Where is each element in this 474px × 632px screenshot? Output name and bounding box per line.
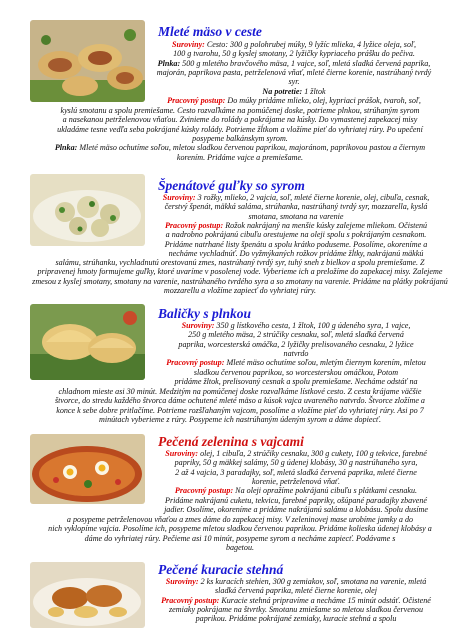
recipe-text-bottom (30, 106, 450, 162)
text-line: korenie, petrželenová vňať. (251, 477, 341, 487)
recipe-1 (30, 20, 450, 168)
text-line: syr. (288, 77, 300, 87)
recipe-title: Baličky s plnkou (158, 306, 252, 321)
text-line: konce k sebe dobre pritlačíme. Potrieme rozšľahaným vajcom, posolíme a vložíme pieť do vyhriatej rúry. Asi po 7 (56, 405, 424, 415)
text-line: minútach vyberieme z rúry. Posypeme ich nastrúhaným údeným syrom a dáme dopiecť. (98, 415, 382, 425)
text-line: kyslú smotanu a spolu premiešame. Cesto rozvaľkáme na pomúčenej doske, potrieme plnkou, strúhaným syrom (60, 106, 420, 115)
recipe-text-bottom (30, 387, 450, 424)
recipe-title: Špenátové guľky so syrom (158, 178, 305, 193)
meat-rolls-photo (30, 20, 145, 102)
recipe-text-top (142, 577, 450, 624)
text-line: Suroviny: olej, 1 cibuľa, 2 strúčiky cesnaku, 300 g cukety, 100 g tekvice, farebné (165, 449, 427, 458)
text-line: Plnka: 500 g mletého bravčového mäsa, 1 vajce, soľ, mletá sladká červená paprika, (157, 58, 431, 68)
text-line: ukladáme tesne vedľa seba pokrájané kúsky rolády. Potrieme žĺtkom a vložíme pieť do vyhriatej rúry. Po upečení (57, 124, 423, 134)
text-line: pripravenej hmoty formujeme guľky, ktoré uvaríme v posolenej vode. Vyberieme ich a preložíme do zapekacej misy. Zalejeme (37, 267, 443, 277)
recipe-text-top (138, 40, 450, 105)
text-line: jadier. Osolíme, okoreníme a pridáme nakrájanú salámu a klobásu. Spolu dusíme (164, 505, 428, 515)
recipe-4 (30, 434, 450, 556)
text-line: chladnom mieste asi 30 minút. Medzitým na pomúčenej doske rozvaľkáme lístkové cesto. Z cesta krájame väčšie (58, 387, 422, 396)
text-line: necháme vychladnúť. Do vyžmýkaných rožkov pridáme žĺtky, nakrájanú mäkkú (168, 249, 424, 259)
text-line: smotana, smotana na varenie (248, 211, 344, 221)
text-line: 100 g tvarohu, 50 g kyslej smotany, 2 lyžičky kypriaceho prášku do pečiva. (173, 49, 415, 59)
baked-vegetables-photo (30, 434, 145, 504)
text-line: korením. Pridáme vajce a premiešame. (176, 152, 304, 162)
text-line: Pracovný postup: Kuracie stehná pripravíme a necháme 15 minút odstáť. Očistené (161, 595, 431, 605)
text-line: papriky, 50 g mäkkej salámy, 50 g údenej klobásy, 30 g nastrúhaného syra, (174, 458, 418, 468)
text-line: a nadrobno pokrájanú cibuľu orestujeme na oleji spolu s pokrájaným cesnakom. (165, 230, 427, 240)
recipe-text-top (142, 449, 450, 514)
text-line: sladká červená paprika, mleté čierne korenie, olej (215, 586, 377, 596)
text-line: Pracovný postup: Na oleji opražíme pokrájanú cibuľu s plátkami cesnaku. (174, 486, 418, 496)
stuffed-pastry-photo (30, 304, 145, 380)
recipe-text-bottom (30, 515, 450, 552)
text-line: 250 g mletého mäsa, 2 strúčiky cesnaku, soľ, mletá sladká červená (188, 330, 404, 340)
text-line: Pracovný postup: Do múky pridáme mlieko, olej, kypriaci prášok, tvaroh, soľ, (167, 96, 421, 106)
text-line: Suroviny: 3 rožky, mlieko, 2 vajcia, soľ, mleté čierne korenie, olej, cibuľa, cesnak, (162, 193, 430, 202)
text-line: paprika, worcesterská omáčka, 2 lyžičky prelisovaného cesnaku, 2 lyžice (178, 339, 414, 349)
text-line: Pridáme nakrájanú cuketu, tekvicu, farebné papriky, ošúpané paradajky zbavené (165, 495, 427, 505)
text-line: paprikou. Pridáme pokrájané zemiaky, kuracie stehná a spolu (195, 614, 397, 624)
text-line: posypeme balkánskym syrom. (192, 134, 288, 144)
recipe-title: Mleté mäso v ceste (158, 24, 262, 39)
text-line: bagetou. (225, 543, 255, 553)
text-line: 2 až 4 vajcia, 3 paradajky, soľ, mletá sladká červená paprika, mleté čierne (175, 467, 417, 477)
text-line: pridáme žltok, prelisovaný cesnak a spolu premiešame. Necháme odstáť na (174, 377, 418, 387)
text-line: Plnka: Mleté mäso ochutíme soľou, mletou sladkou červenou paprikou, majoránom, paprikovou pastou a čiernym (54, 143, 426, 153)
text-line: čerstvý špenát, mäkká saláma, strúhanka, nastrúhaný tvrdý syr, mozzarella, kyslá (164, 202, 428, 212)
text-line: Na potretie: 1 žltok (262, 86, 326, 96)
text-line: dáme do vyhriatej rúry. Pečieme asi 10 minút, posypeme syrom a necháme zapiecť. Podávame s (84, 533, 396, 543)
recipe-title: Pečené kuracie stehná (158, 562, 284, 577)
recipe-text-top (142, 193, 450, 258)
recipe-2 (30, 174, 450, 300)
text-line: a posypeme petrželenovou vňaťou a zmes dáme do zapekacej misy. V zeleninovej mase urobíme jamky a do (66, 515, 414, 524)
text-line: zmesou z kyslej smotany, smotany na varenie, nastrúhaného tvrdého syra a so zmotany na varenie. Pridáme na plátky pokrájanú (32, 276, 448, 286)
recipe-text-top (142, 321, 450, 386)
text-line: Pracovný postup: Rožok nakrájaný na menšie kúsky zalejeme mliekom. Očistenú (164, 221, 428, 231)
spinach-balls-photo (30, 174, 145, 246)
text-line: Suroviny: 350 g lístkového cesta, 1 žltok, 100 g údeného syra, 1 vajce, (181, 321, 411, 330)
text-line: štvorce, do stredu každého štvorca dáme ochutené mleté mäso a kúsok vajca uvareného natvrdo. Štvorce zložíme a (55, 396, 425, 406)
recipe-title: Pečená zelenina s vajcami (158, 434, 304, 449)
text-line: nich vyklopíme vajcia. Posolíme ich, posypeme mletou sladkou červenou paprikou. Pridáme kolieska údenej klobásy a (48, 524, 432, 534)
chicken-thighs-photo (30, 562, 145, 628)
text-line: Pracovný postup: Mleté mäso ochutíme soľou, mletým čiernym korením, mletou (166, 358, 426, 368)
text-line: majorán, paprikova pasta, petrželenová vňať, mleté čierne korenie, nastrúhaný tvrdý (156, 68, 432, 78)
text-line: sladkou červenou paprikou, so worcesterskou omáčkou, Potom (193, 367, 399, 377)
recipe-5 (30, 562, 450, 628)
text-line: mozzarellu a vložíme zapiecť do vyhriatej rúry. (163, 286, 317, 296)
recipe-text-bottom (30, 258, 450, 295)
recipe-3 (30, 304, 450, 430)
text-line: zemiaky pokrájame na štvrtky. Smotanu zmiešame so mletou sladkou červenou (168, 605, 423, 615)
text-line: Suroviny: 2 ks kuracích stehien, 300 g zemiakov, soľ, smotana na varenie, mletá (165, 577, 427, 586)
text-line: natvrdo (283, 349, 309, 359)
text-line: a nasekanou petrželenovou vňaťou. Zvinieme do rolády a pokrájame na kúsky. Do vymastenej zapekacej misy (62, 115, 418, 125)
text-line: Pridáme natrhané listy špenátu a spolu krátko poduseme. Posolíme, okoreníme a (164, 239, 428, 249)
text-line: salámu, strúhanku, vychladnutú orestovanú zmes, nastrúhaný tvrdý syr, tuhý sneh z bielkov a spolu premiešame. Z (55, 258, 425, 267)
text-line: Suroviny: Cesto: 300 g polohrubej múky, 9 lyžíc mlieka, 4 lyžice oleja, soľ, (172, 40, 416, 49)
